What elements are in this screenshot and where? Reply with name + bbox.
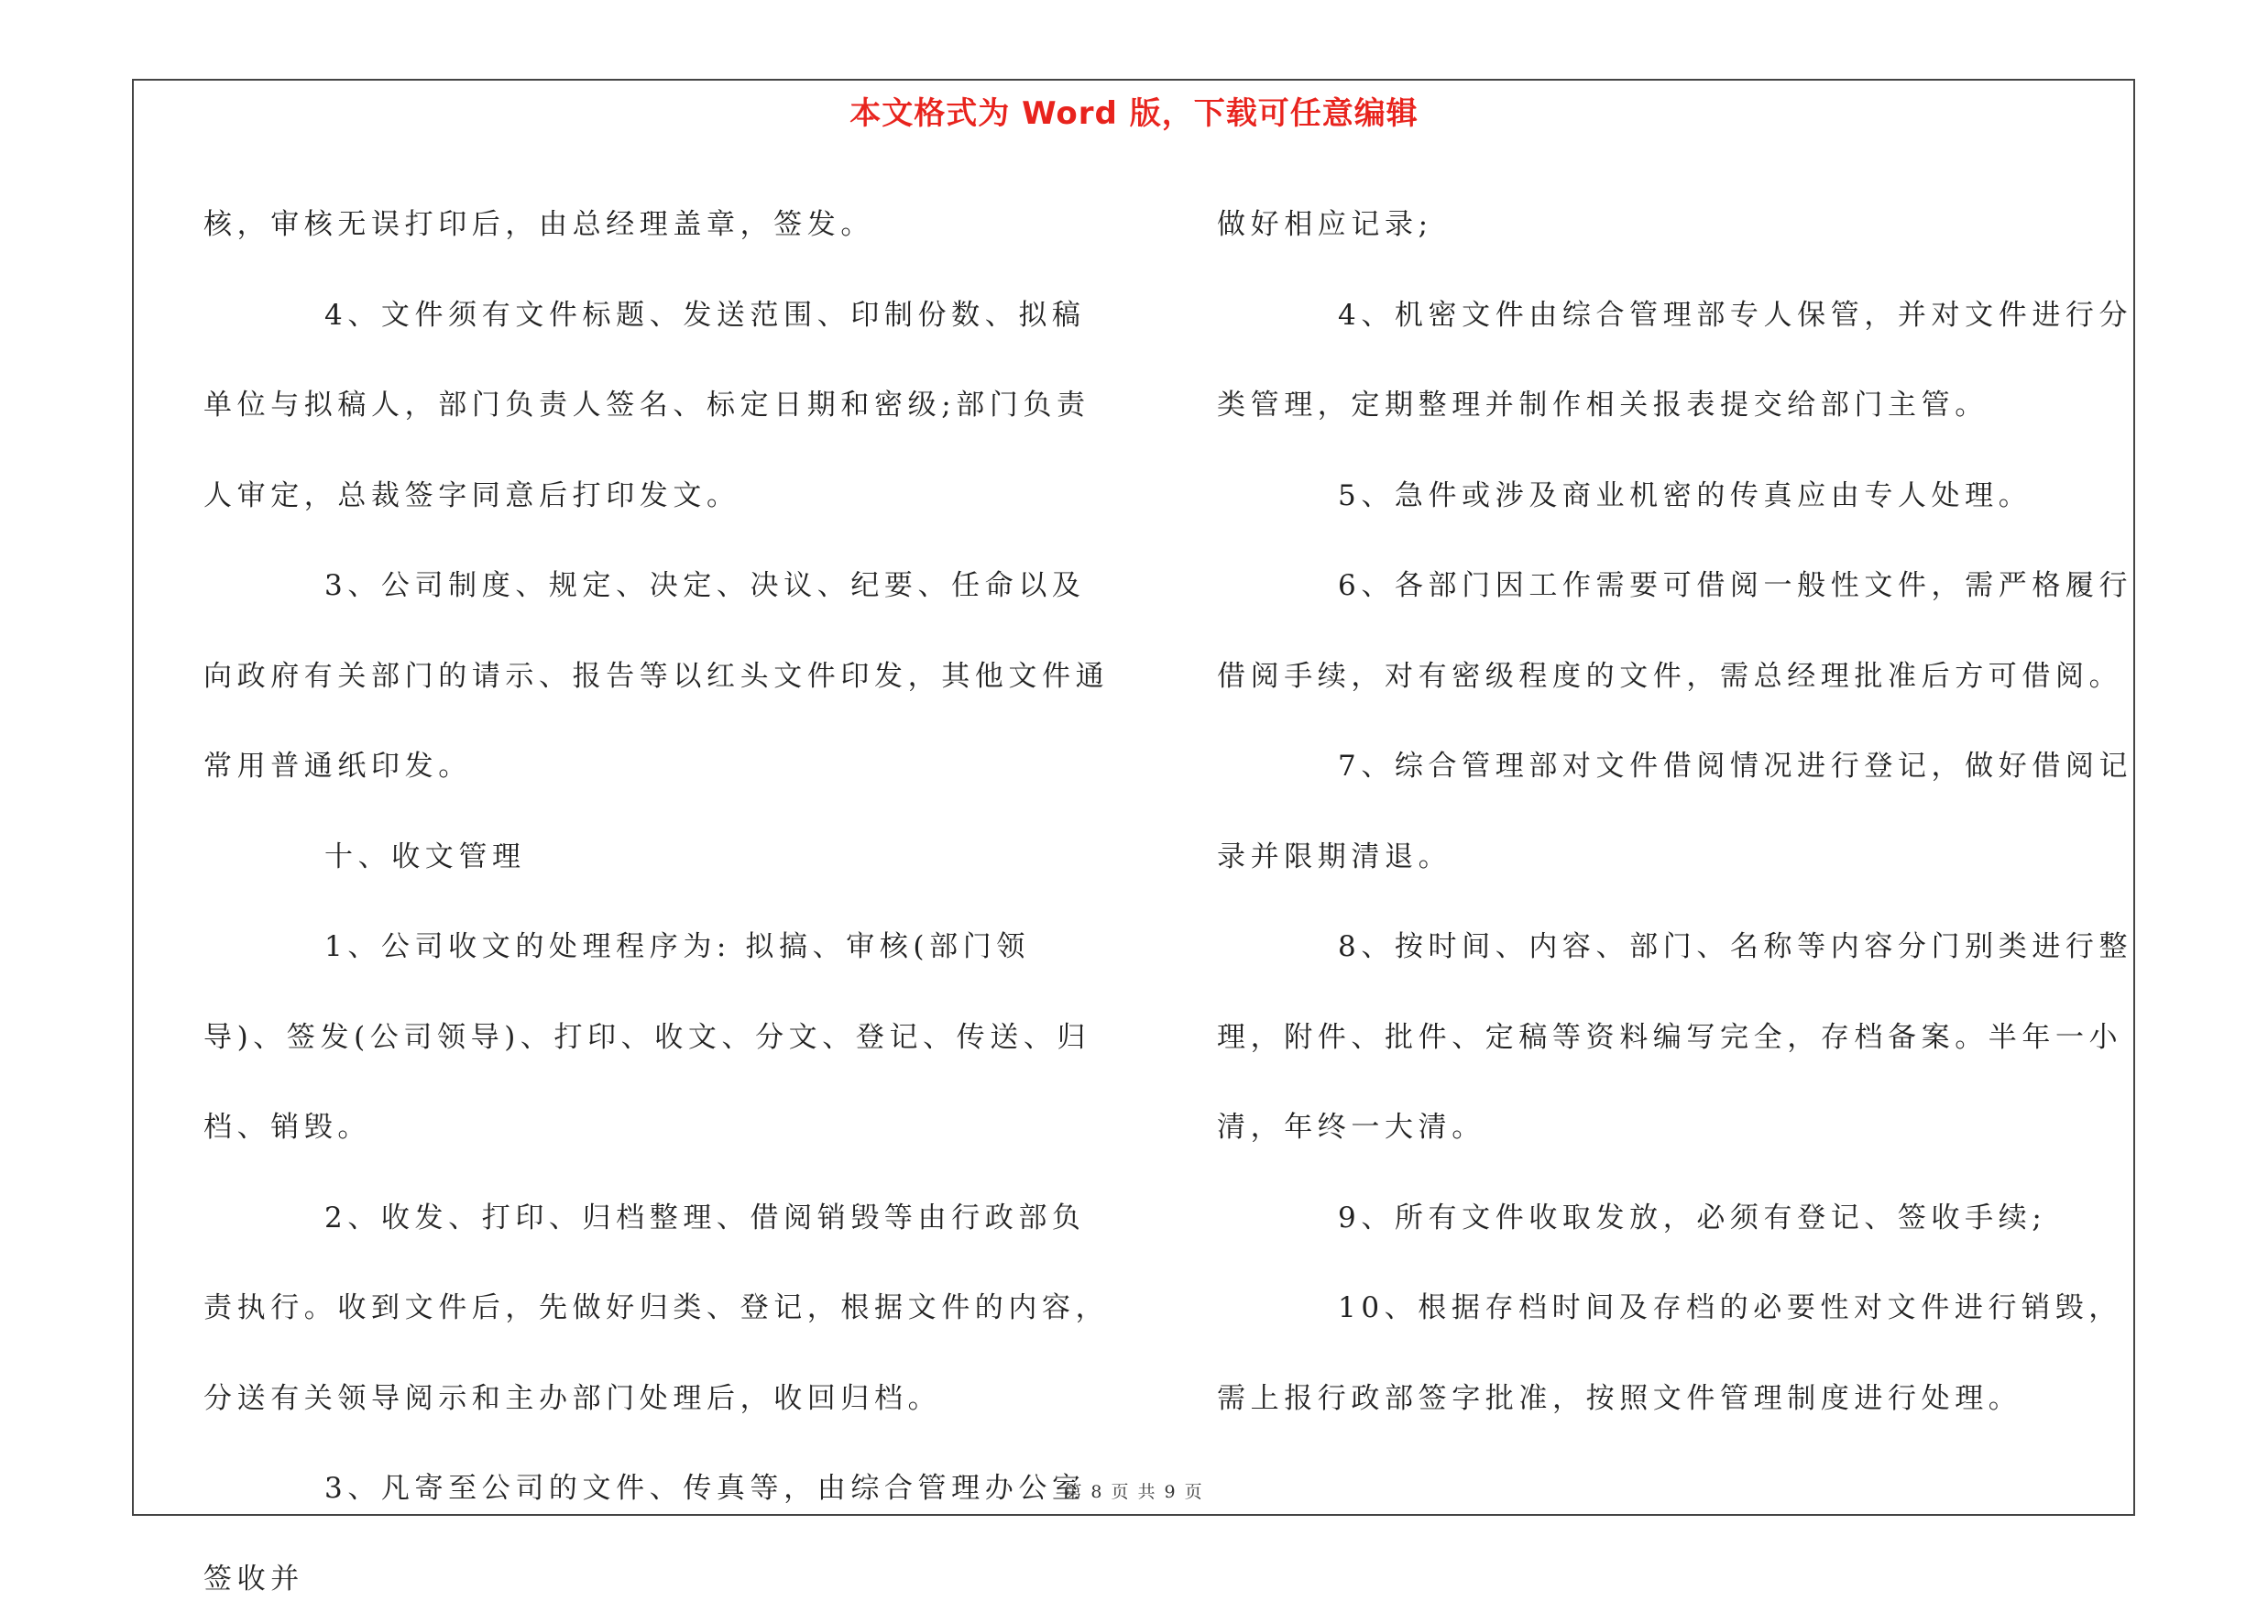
paragraph: 8、按时间、内容、部门、名称等内容分门别类进行整理，附件、批件、定稿等资料编写完全，存档备案。半年一小清，年终一大清。 — [1217, 930, 2133, 1144]
paragraph: 10、根据存档时间及存档的必要性对文件进行销毁，需上报行政部签字批准，按照文件管理制度进行处理。 — [1217, 1291, 2122, 1415]
paragraph: 5、急件或涉及商业机密的传真应由专人处理。 — [1338, 478, 2032, 512]
paragraph: 核，审核无误打印后，由总经理盖章，签发。 — [203, 208, 874, 241]
paragraph: 4、机密文件由综合管理部专人保管，并对文件进行分类管理，定期整理并制作相关报表提交给部门主管。 — [1217, 298, 2133, 422]
paragraph: 1、公司收文的处理程序为: 拟搞、审核(部门领导)、签发(公司领导)、打印、收文、分文、登记、传送、归档、销毁。 — [203, 930, 1091, 1144]
paragraph: 7、综合管理部对文件借阅情况进行登记，做好借阅记录并限期清退。 — [1217, 750, 2133, 873]
paragraph: 十、收文管理 — [324, 839, 526, 873]
paragraph: 2、收发、打印、归档整理、借阅销毁等由行政部负责执行。收到文件后，先做好归类、登记，根据文件的内容，分送有关领导阅示和主办部门处理后，收回归档。 — [203, 1201, 1110, 1415]
page-number-footer: 第 8 页 共 9 页 — [1064, 1482, 1204, 1502]
left-column — [203, 180, 1111, 1624]
paragraph: 4、文件须有文件标题、发送范围、印制份数、拟稿单位与拟稿人，部门负责人签名、标定日期和密级;部门负责人审定，总裁签字同意后打印发文。 — [203, 298, 1090, 512]
paragraph: 9、所有文件收取发放，必须有登记、签收手续; — [1338, 1201, 2047, 1234]
editable-format-banner: 本文格式为 Word 版，下载可任意编辑 — [849, 95, 1419, 132]
paragraph: 3、凡寄至公司的文件、传真等，由综合管理办公室签收并 — [203, 1472, 1086, 1596]
paragraph: 3、公司制度、规定、决定、决议、纪要、任命以及向政府有关部门的请示、报告等以红头文件印发，其他文件通常用普通纸印发。 — [203, 569, 1110, 783]
right-column — [1217, 180, 2133, 1443]
paragraph: 6、各部门因工作需要可借阅一般性文件，需严格履行借阅手续，对有密级程度的文件，需总经理批准后方可借阅。 — [1217, 569, 2133, 693]
paragraph: 做好相应记录; — [1217, 208, 1433, 241]
